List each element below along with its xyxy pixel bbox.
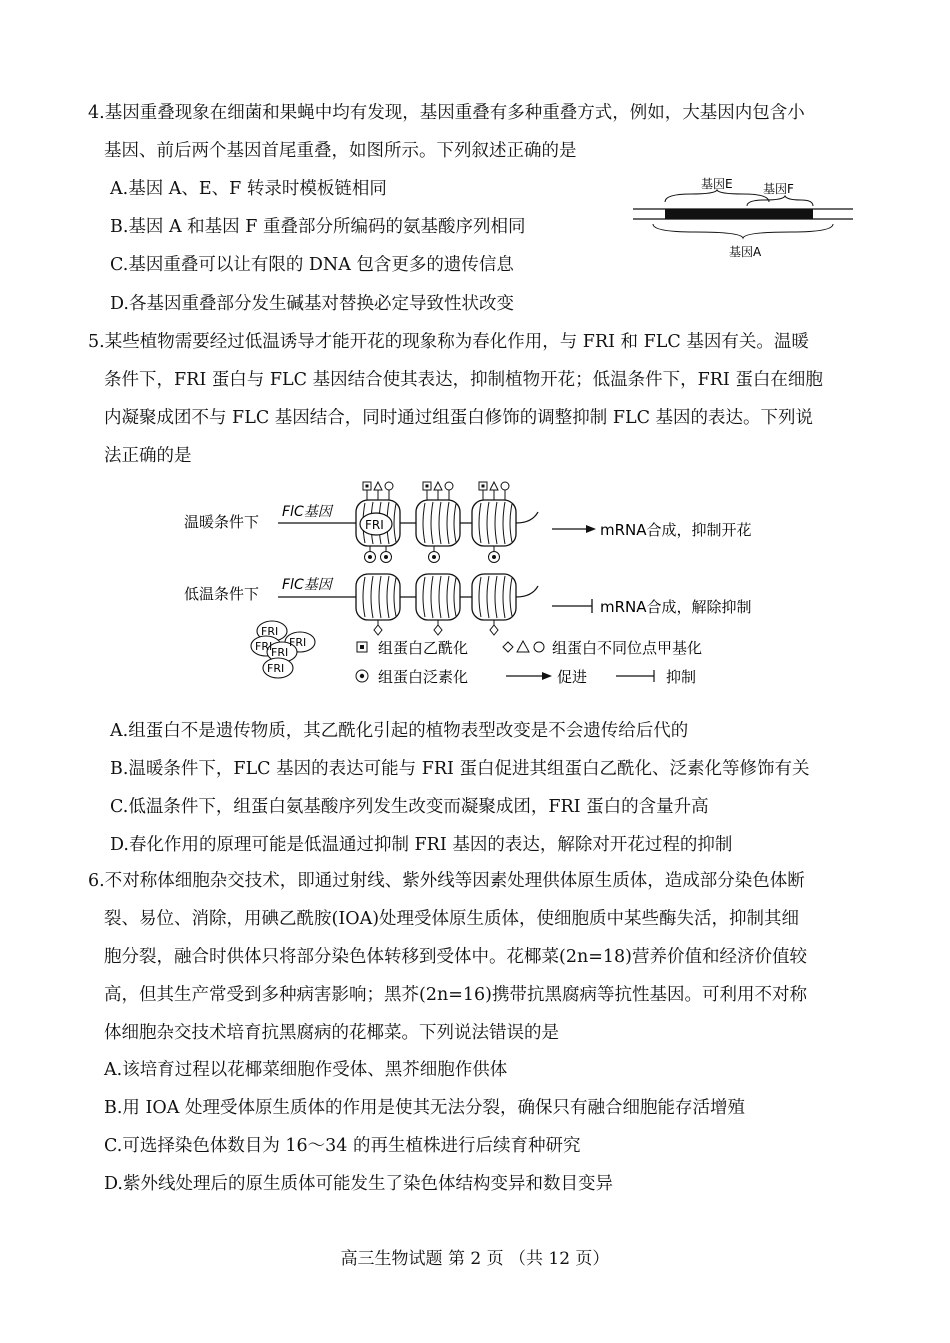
q4-option-b: B.基因 A 和基因 F 重叠部分所编码的氨基酸序列相同 xyxy=(110,217,526,237)
legend-inhibit: 抑制 xyxy=(666,668,697,686)
methyl-legend-icon xyxy=(503,641,544,652)
gene-block xyxy=(665,209,813,219)
flc-gene-label-cold: FlC基因 xyxy=(282,577,332,593)
q6-stem-line1: 6.不对称体细胞杂交技术，即通过射线、紫外线等因素处理供体原生质体，造成部分染色体断 xyxy=(88,871,805,891)
legend-promote: 促进 xyxy=(557,668,588,686)
q5-option-b: B.温暖条件下，FLC 基因的表达可能与 FRI 蛋白促进其组蛋白乙酰化、泛素化等修饰有关 xyxy=(110,759,810,779)
flc-gene-label-warm: FlC基因 xyxy=(282,504,332,520)
q6-option-c: C.可选择染色体数目为 16～34 的再生植株进行后续育种研究 xyxy=(104,1136,581,1156)
legend-methyl: 组蛋白不同位点甲基化 xyxy=(552,639,703,657)
q4-stem-line2: 基因、前后两个基因首尾重叠，如图所示。下列叙述正确的是 xyxy=(104,141,577,161)
vernalization-figure xyxy=(180,476,780,694)
q6-option-a: A.该培育过程以花椰菜细胞作受体、黑芥细胞作供体 xyxy=(104,1060,508,1080)
svg-text:FRI: FRI xyxy=(289,636,307,649)
cold-result: mRNA合成，解除抑制 xyxy=(600,598,752,616)
fri-bound-label: FRI xyxy=(365,518,384,532)
q4-option-c: C.基因重叠可以让有限的 DNA 包含更多的遗传信息 xyxy=(110,255,514,275)
q4-option-d: D.各基因重叠部分发生碱基对替换必定导致性状改变 xyxy=(110,294,514,314)
page-footer: 高三生物试题 第 2 页 （共 12 页） xyxy=(340,1249,610,1269)
q5-option-a: A.组蛋白不是遗传物质，其乙酰化引起的植物表型改变是不会遗传给后代的 xyxy=(110,721,689,741)
warm-result: mRNA合成，抑制开花 xyxy=(600,521,752,539)
warm-condition-label: 温暖条件下 xyxy=(184,513,260,531)
gene-overlap-figure xyxy=(625,172,865,264)
gene-e-label: 基因E xyxy=(701,177,733,191)
q6-option-d: D.紫外线处理后的原生质体可能发生了染色体结构变异和数目变异 xyxy=(104,1174,613,1194)
gene-f-label: 基因F xyxy=(763,182,794,196)
svg-text:FRI: FRI xyxy=(271,646,289,659)
svg-text:FRI: FRI xyxy=(261,625,279,638)
q5-stem-line1: 5.某些植物需要经过低温诱导才能开花的现象称为春化作用，与 FRI 和 FLC 基因有关。温暖 xyxy=(88,332,809,352)
q6-option-b: B.用 IOA 处理受体原生质体的作用是使其无法分裂，确保只有融合细胞能存活增殖 xyxy=(104,1098,745,1118)
q5-stem-line4: 法正确的是 xyxy=(104,446,192,466)
q6-stem-line5: 体细胞杂交技术培育抗黑腐病的花椰菜。下列说法错误的是 xyxy=(104,1023,559,1043)
cold-condition-label: 低温条件下 xyxy=(184,585,260,603)
q5-option-d: D.春化作用的原理可能是低温通过抑制 FRI 基因的表达，解除对开花过程的抑制 xyxy=(110,835,733,855)
q4-option-a: A.基因 A、E、F 转录时模板链相同 xyxy=(110,179,387,199)
q5-stem-line3: 内凝聚成团不与 FLC 基因结合，同时通过组蛋白修饰的调整抑制 FLC 基因的表达。下列说 xyxy=(104,408,814,428)
gene-a-label: 基因A xyxy=(729,245,762,259)
q6-stem-line4: 高，但其生产常受到多种病害影响；黑芥(2n=16)携带抗黑腐病等抗性基因。可利用不对称 xyxy=(104,985,807,1005)
legend-ubiq: 组蛋白泛素化 xyxy=(378,668,469,686)
legend-acetyl: 组蛋白乙酰化 xyxy=(378,639,469,657)
svg-text:FRI: FRI xyxy=(255,640,273,653)
q5-option-c: C.低温条件下，组蛋白氨基酸序列发生改变而凝聚成团，FRI 蛋白的含量升高 xyxy=(110,797,709,817)
q5-stem-line2: 条件下，FRI 蛋白与 FLC 基因结合使其表达，抑制植物开花；低温条件下，FRI 蛋白在细胞 xyxy=(104,370,823,390)
q4-stem-line1: 4.基因重叠现象在细菌和果蝇中均有发现，基因重叠有多种重叠方式，例如，大基因内包含小 xyxy=(88,103,805,123)
svg-text:FRI: FRI xyxy=(267,662,285,675)
q6-stem-line3: 胞分裂，融合时供体只将部分染色体转移到受体中。花椰菜(2n=18)营养价值和经济价值较 xyxy=(104,947,807,967)
q6-stem-line2: 裂、易位、消除，用碘乙酰胺(IOA)处理受体原生质体，使细胞质中某些酶失活，抑制其细 xyxy=(104,909,800,929)
fri-aggregate xyxy=(251,621,315,678)
